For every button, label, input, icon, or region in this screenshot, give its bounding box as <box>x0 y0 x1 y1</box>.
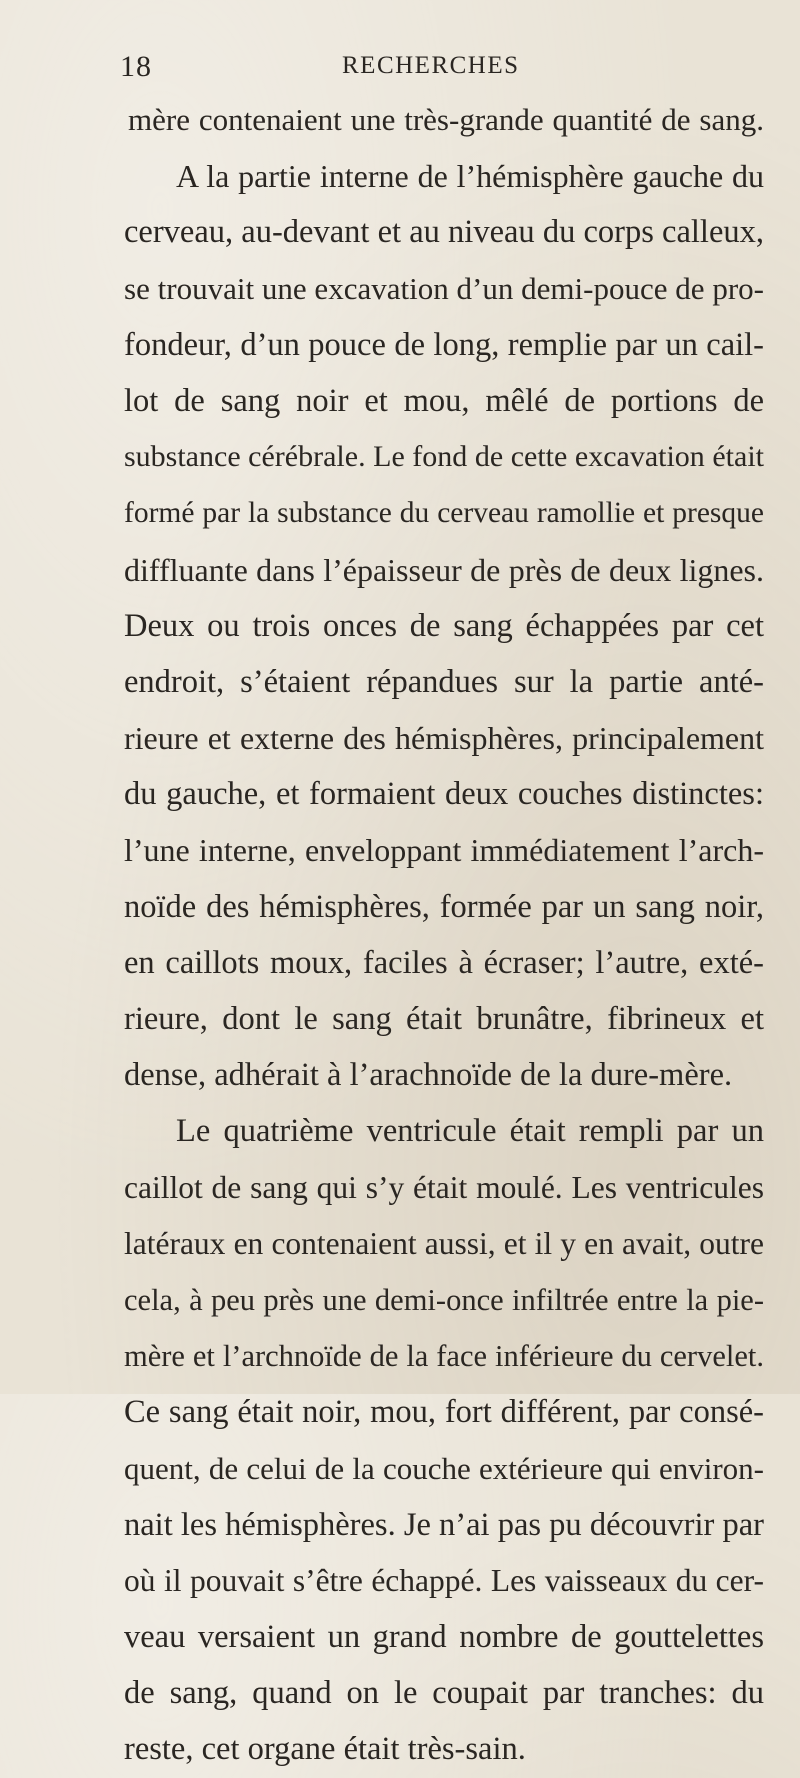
text-line: rieure, dont le sang était brunâtre, fibrineux et <box>124 1001 764 1037</box>
paragraph-start-line: A la partie interne de l’hémisphère gauche du <box>176 158 764 195</box>
text-line: en caillots moux, faciles à écraser; l’autre, exté- <box>124 944 764 981</box>
text-line: se trouvait une excavation d’un demi-pouce de pro- <box>124 270 764 306</box>
text-line: noïde des hémisphères, formée par un sang noir, <box>124 888 764 925</box>
paragraph-end-line: dense, adhérait à l’arachnoïde de la dure-mère. <box>124 1057 733 1094</box>
text-line: formé par la substance du cerveau ramollie et presque <box>124 497 764 530</box>
running-head <box>120 50 740 90</box>
paragraph-end-line: reste, cet organe était très-sain. <box>124 1731 526 1768</box>
running-title: RECHERCHES <box>342 52 520 79</box>
text-line: Deux ou trois onces de sang échappées par cet <box>124 607 764 644</box>
text-line: fondeur, d’un pouce de long, remplie par un cail- <box>124 326 764 363</box>
text-line: de sang, quand on le coupait par tranches: du <box>124 1675 764 1712</box>
body-text <box>124 92 764 1778</box>
text-line: substance cérébrale. Le fond de cette excavation était <box>124 440 764 474</box>
text-line: nait les hémisphères. Je n’ai pas pu découvrir par <box>124 1506 764 1543</box>
text-line: l’une interne, enveloppant immédiatement l’arch- <box>124 832 764 869</box>
text-line: où il pouvait s’être échappé. Les vaisseaux du cer- <box>124 1562 764 1598</box>
text-line: latéraux en contenaient aussi, et il y en avait, outre <box>124 1225 764 1261</box>
text-line: caillot de sang qui s’y était moulé. Les ventricules <box>124 1169 764 1205</box>
text-line: quent, de celui de la couche extérieure qui environ- <box>124 1450 764 1486</box>
text-line: du gauche, et formaient deux couches distinctes: <box>124 776 764 813</box>
text-line: veau versaient un grand nombre de gouttelettes <box>124 1619 764 1656</box>
text-line: diffluante dans l’épaisseur de près de deux lignes. <box>124 551 764 588</box>
page-number: 18 <box>120 50 152 83</box>
text-line: mère et l’archnoïde de la face inférieure du cervelet. <box>124 1339 764 1374</box>
text-line: endroit, s’étaient répandues sur la partie anté- <box>124 663 764 700</box>
paragraph-start-line: Le quatrième ventricule était rempli par un <box>176 1113 764 1150</box>
text-line: mère contenaient une très-grande quantité de sang. <box>128 102 764 137</box>
text-line: rieure et externe des hémisphères, principalement <box>124 720 764 757</box>
text-line: cela, à peu près une demi-once infiltrée entre la pie- <box>124 1282 764 1317</box>
text-line: lot de sang noir et mou, mêlé de portions de <box>124 382 764 419</box>
text-line: Ce sang était noir, mou, fort différent, par consé- <box>124 1394 764 1431</box>
text-line: cerveau, au-devant et au niveau du corps calleux, <box>124 214 764 251</box>
